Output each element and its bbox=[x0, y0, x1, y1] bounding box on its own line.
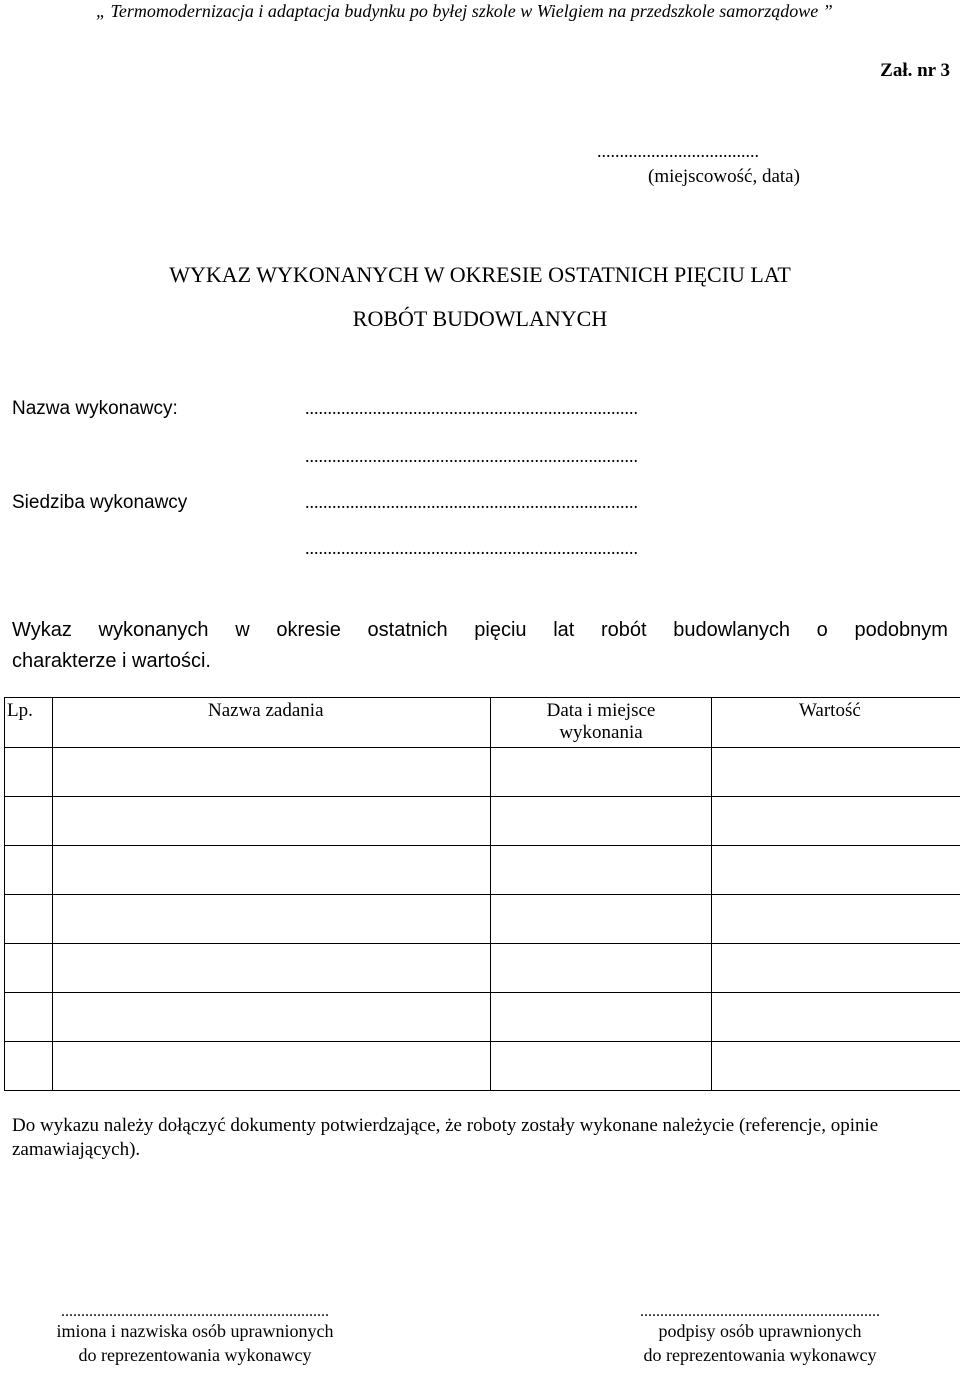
description-word: robót bbox=[600, 619, 647, 641]
table-cell bbox=[53, 748, 491, 797]
table-cell bbox=[712, 895, 960, 944]
table-cell bbox=[491, 846, 712, 895]
place-date-field: .................................... bbox=[597, 141, 759, 161]
table-cell bbox=[53, 846, 491, 895]
column-header-value: Wartość bbox=[712, 698, 960, 748]
table-cell bbox=[491, 1042, 712, 1091]
table-cell bbox=[53, 1042, 491, 1091]
place-date-label: (miejscowość, data) bbox=[648, 166, 800, 187]
signature-block-names bbox=[10, 1305, 380, 1367]
table-cell bbox=[712, 748, 960, 797]
signature-label-1: podpisy osób uprawnionych bbox=[658, 1321, 862, 1341]
table-row bbox=[5, 944, 960, 993]
description-word: ostatnich bbox=[367, 619, 448, 641]
works-table bbox=[4, 697, 960, 1091]
contractor-name-label: Nazwa wykonawcy: bbox=[12, 398, 178, 419]
description-word: podobnym bbox=[854, 619, 948, 641]
table-cell bbox=[491, 944, 712, 993]
table-cell bbox=[712, 846, 960, 895]
contractor-name-field-line-2: .......................................................................... bbox=[305, 446, 638, 466]
description-line-1 bbox=[12, 615, 948, 646]
table-cell bbox=[53, 993, 491, 1042]
signature-names-label-2: do reprezentowania wykonawcy bbox=[78, 1345, 312, 1365]
table-row bbox=[5, 748, 960, 797]
table-row bbox=[5, 1042, 960, 1091]
table-cell bbox=[491, 993, 712, 1042]
table-header-row bbox=[5, 698, 960, 748]
document-title-line-2: ROBÓT BUDOWLANYCH bbox=[352, 306, 608, 331]
description-word: pięciu bbox=[474, 619, 527, 641]
table-row bbox=[5, 993, 960, 1042]
signature-block-signatures bbox=[590, 1305, 930, 1367]
table-cell bbox=[712, 944, 960, 993]
table-row bbox=[5, 797, 960, 846]
table-cell bbox=[491, 895, 712, 944]
description-word: Wykaz bbox=[12, 619, 72, 641]
table-cell bbox=[5, 895, 53, 944]
table-cell bbox=[491, 797, 712, 846]
document-title-line-1: WYKAZ WYKONANYCH W OKRESIE OSTATNICH PIĘCIU LAT bbox=[169, 262, 791, 287]
column-header-task-name: Nazwa zadania bbox=[53, 698, 491, 748]
description-line-2: charakterze i wartości. bbox=[12, 650, 211, 672]
description-word: lat bbox=[553, 619, 575, 641]
table-cell bbox=[53, 797, 491, 846]
table-cell bbox=[5, 944, 53, 993]
table-cell bbox=[5, 748, 53, 797]
description-word: okresie bbox=[276, 619, 341, 641]
table-cell bbox=[491, 748, 712, 797]
signature-names-field: ................................................................... bbox=[61, 1303, 329, 1320]
table-row bbox=[5, 895, 960, 944]
table-cell bbox=[5, 846, 53, 895]
column-header-date-place: Data i miejsce wykonania bbox=[491, 698, 712, 748]
annex-number: Zał. nr 3 bbox=[880, 60, 950, 81]
contractor-name-field: .......................................................................... bbox=[305, 398, 638, 418]
table-cell bbox=[5, 1042, 53, 1091]
column-header-lp: Lp. bbox=[5, 698, 53, 748]
contractor-seat-field: .......................................................................... bbox=[305, 492, 638, 512]
table-cell bbox=[712, 797, 960, 846]
table-cell bbox=[712, 993, 960, 1042]
description-word: o bbox=[816, 619, 828, 641]
contractor-seat-field-line-2: .......................................................................... bbox=[305, 538, 638, 558]
table-cell bbox=[5, 797, 53, 846]
table-cell bbox=[712, 1042, 960, 1091]
signature-label-2: do reprezentowania wykonawcy bbox=[643, 1345, 877, 1365]
contractor-seat-label: Siedziba wykonawcy bbox=[12, 492, 188, 513]
attachment-note: Do wykazu należy dołączyć dokumenty potwierdzające, że roboty zostały wykonane należycie (referencje, opinie zamawiających). bbox=[12, 1115, 879, 1160]
table-cell bbox=[53, 895, 491, 944]
description-word: wykonanych bbox=[98, 619, 209, 641]
description-word: w bbox=[235, 619, 250, 641]
table-row bbox=[5, 846, 960, 895]
signature-field: ............................................................ bbox=[640, 1303, 880, 1320]
project-title: „ Termomodernizacja i adaptacja budynku po byłej szkole w Wielgiem na przedszkole samorządowe ” bbox=[96, 1, 833, 21]
description-word: budowlanych bbox=[673, 619, 790, 641]
signature-names-label-1: imiona i nazwiska osób uprawnionych bbox=[56, 1321, 334, 1341]
table-cell bbox=[5, 993, 53, 1042]
table-cell bbox=[53, 944, 491, 993]
description-paragraph bbox=[12, 615, 948, 677]
